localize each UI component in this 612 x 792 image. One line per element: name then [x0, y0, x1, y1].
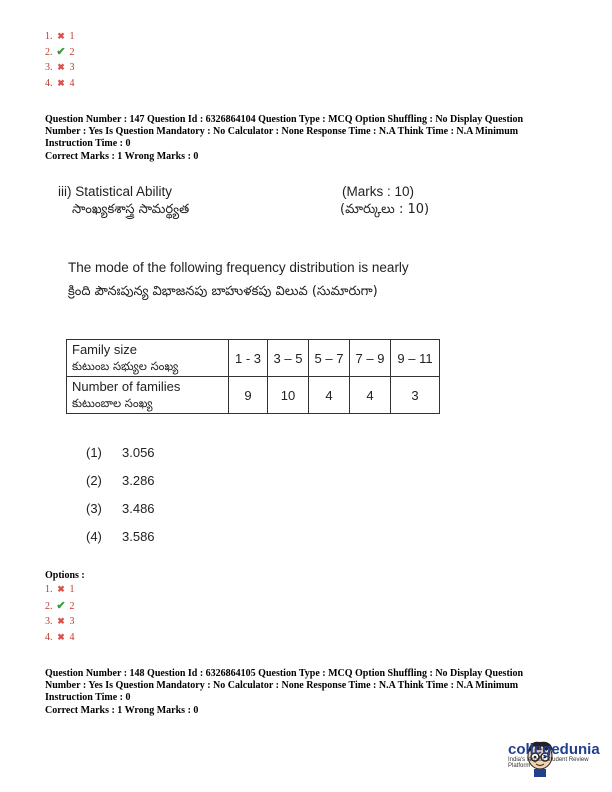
- section-marks-te: (మార్కులు : 10): [340, 202, 430, 217]
- section-title-te: సాంఖ్యకశాస్త్ర సామర్థ్యత: [72, 202, 190, 217]
- options-label: Options :: [45, 570, 85, 581]
- choice-2: [86, 473, 155, 488]
- brand-name: collegedunia: [508, 741, 600, 758]
- top-option-4: [45, 78, 75, 89]
- option-number: 1.: [45, 31, 53, 42]
- choice-3: [86, 501, 155, 516]
- header-line-2: Number : Yes Is Question Mandatory : No Calculator : None Response Time : N.A Think Time : N.A Minimum: [45, 126, 519, 137]
- choice-number: (3): [86, 501, 102, 516]
- option-number: 2.: [45, 601, 53, 612]
- row-label-te: కుటుంబాల సంఖ్య: [72, 396, 153, 410]
- option-value: 1: [69, 31, 75, 42]
- option-value: 4: [69, 78, 75, 89]
- header-line-1: Question Number : 147 Question Id : 6326864104 Question Type : MCQ Option Shuffling : No Display Question: [45, 114, 524, 125]
- option-number: 1.: [45, 584, 53, 595]
- table-cell: 4: [309, 377, 350, 414]
- cross-icon: ✖: [57, 78, 65, 88]
- top-option-2: [45, 45, 75, 58]
- choice-number: (4): [86, 529, 102, 544]
- option-number: 3.: [45, 62, 53, 73]
- choice-value: 3.586: [122, 529, 155, 544]
- bottom-option-3: [45, 616, 75, 627]
- table-cell: 3 – 5: [268, 340, 309, 377]
- header-line-2: Number : Yes Is Question Mandatory : No Calculator : None Response Time : N.A Think Time : N.A Minimum: [45, 680, 519, 691]
- question-147-header: [45, 114, 575, 163]
- choice-4: [86, 529, 155, 544]
- table-cell: 10: [268, 377, 309, 414]
- option-value: 4: [69, 632, 75, 643]
- marks-line: Correct Marks : 1 Wrong Marks : 0: [45, 705, 199, 716]
- bottom-option-1: [45, 584, 75, 595]
- top-option-1: [45, 31, 75, 42]
- option-number: 2.: [45, 47, 53, 58]
- brand-tagline: India's largest Student Review Platform: [508, 757, 589, 769]
- option-value: 3: [69, 616, 75, 627]
- choice-number: (2): [86, 473, 102, 488]
- choice-value: 3.286: [122, 473, 155, 488]
- brand-logo: [508, 741, 612, 769]
- section-marks-en: (Marks : 10): [342, 184, 415, 199]
- option-value: 2: [69, 601, 75, 612]
- cross-icon: ✖: [57, 632, 65, 642]
- header-line-1: Question Number : 148 Question Id : 6326864105 Question Type : MCQ Option Shuffling : No Display Question: [45, 668, 524, 679]
- check-icon: ✔: [56, 600, 66, 612]
- top-option-3: [45, 62, 75, 73]
- row-label-en: Number of families: [72, 379, 181, 394]
- table-cell: 9 – 11: [391, 340, 440, 377]
- row-label: [67, 377, 229, 414]
- table-cell: 1 - 3: [229, 340, 268, 377]
- marks-line: Correct Marks : 1 Wrong Marks : 0: [45, 151, 199, 162]
- table-cell: 4: [350, 377, 391, 414]
- question-text-en: The mode of the following frequency distribution is nearly: [68, 260, 409, 275]
- table-cell: 3: [391, 377, 440, 414]
- question-text-te: క్రింది పౌనఃపున్య విభాజనపు బాహుళకపు విలువ (సుమారుగా): [68, 284, 378, 299]
- cross-icon: ✖: [57, 31, 65, 41]
- table-row: [67, 377, 440, 414]
- option-value: 3: [69, 62, 75, 73]
- cross-icon: ✖: [57, 584, 65, 594]
- choice-value: 3.056: [122, 445, 155, 460]
- header-line-3: Instruction Time : 0: [45, 692, 131, 703]
- table-row: [67, 340, 440, 377]
- row-label-te: కుటుంబ సభ్యుల సంఖ్య: [72, 359, 179, 373]
- bottom-option-2: [45, 599, 75, 612]
- check-icon: ✔: [56, 46, 66, 58]
- choice-number: (1): [86, 445, 102, 460]
- table-cell: 9: [229, 377, 268, 414]
- choice-value: 3.486: [122, 501, 155, 516]
- option-value: 1: [69, 584, 75, 595]
- option-value: 2: [69, 47, 75, 58]
- table-cell: 5 – 7: [309, 340, 350, 377]
- frequency-table: [66, 339, 440, 414]
- option-number: 4.: [45, 632, 53, 643]
- cross-icon: ✖: [57, 62, 65, 72]
- section-title-en: iii) Statistical Ability: [58, 184, 173, 199]
- cross-icon: ✖: [57, 616, 65, 626]
- row-label: [67, 340, 229, 377]
- table-cell: 7 – 9: [350, 340, 391, 377]
- header-line-3: Instruction Time : 0: [45, 138, 131, 149]
- option-number: 4.: [45, 78, 53, 89]
- bottom-option-4: [45, 632, 75, 643]
- option-number: 3.: [45, 616, 53, 627]
- choice-1: [86, 445, 155, 460]
- question-148-header: [45, 668, 575, 717]
- row-label-en: Family size: [72, 342, 138, 357]
